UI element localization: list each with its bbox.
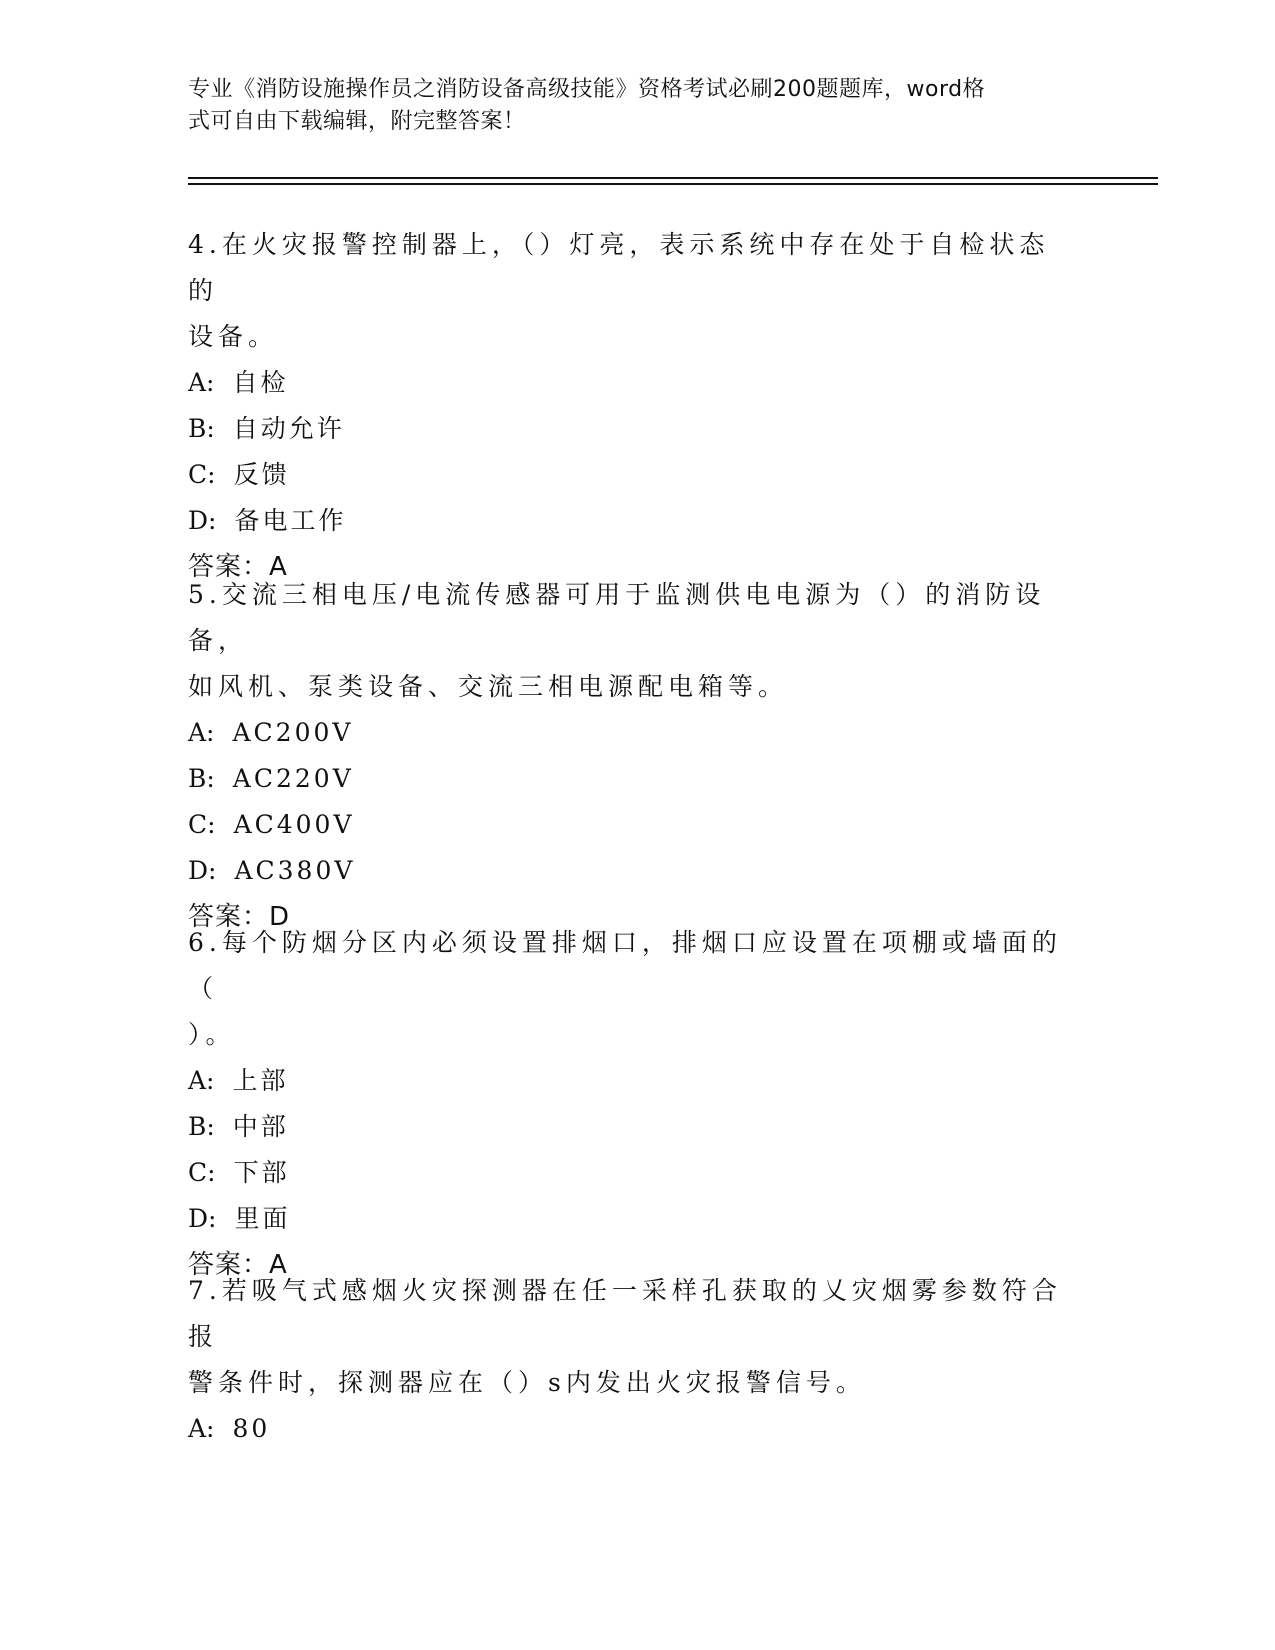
question-text-line: ）。 — [188, 1020, 236, 1049]
option-d — [188, 1196, 1068, 1242]
option-text: 反馈 — [233, 460, 290, 489]
option-d — [188, 498, 1068, 544]
option-letter: C: — [188, 810, 216, 839]
option-text: 中部 — [232, 1112, 289, 1141]
option-b — [188, 406, 1068, 452]
question-6 — [188, 920, 1068, 1288]
option-text: 自动允许 — [232, 414, 345, 443]
question-text-line: 7.若吸气式感烟火灾探测器在任一采样孔获取的乂灾烟雾参数符合报 — [188, 1276, 1062, 1351]
option-letter: A: — [188, 1414, 215, 1443]
option-d — [188, 848, 1068, 894]
option-text: AC380V — [234, 856, 356, 885]
option-b — [188, 756, 1068, 802]
question-text-line: 如风机、泵类设备、交流三相电源配电箱等。 — [188, 672, 789, 701]
option-letter: B: — [188, 414, 215, 443]
option-letter: A: — [188, 718, 215, 747]
option-c — [188, 802, 1068, 848]
answer-line: 答案：A — [188, 552, 288, 582]
header-line-1: 专业《消防设施操作员之消防设备高级技能》资格考试必刷200题题库，word格 — [188, 77, 986, 102]
option-text: 上部 — [232, 1066, 289, 1095]
option-letter: A: — [188, 368, 215, 397]
question-5 — [188, 572, 1068, 940]
option-text: 自检 — [232, 368, 289, 397]
option-text: 80 — [232, 1414, 271, 1443]
option-text: AC400V — [233, 810, 355, 839]
question-text-line: 警条件时，探测器应在（）s内发出火灾报警信号。 — [188, 1368, 866, 1397]
question-text-line: 4.在火灾报警控制器上，（）灯亮，表示系统中存在处于自检状态的 — [188, 230, 1050, 305]
option-text: 备电工作 — [234, 506, 347, 535]
header-line-2: 式可自由下载编辑，附完整答案！ — [188, 109, 526, 134]
option-text: 下部 — [233, 1158, 290, 1187]
option-a — [188, 1406, 1068, 1452]
option-c — [188, 1150, 1068, 1196]
option-a — [188, 1058, 1068, 1104]
option-letter: B: — [188, 764, 215, 793]
option-letter: C: — [188, 1158, 216, 1187]
option-letter: D: — [188, 856, 217, 885]
option-c — [188, 452, 1068, 498]
option-letter: B: — [188, 1112, 215, 1141]
option-a — [188, 710, 1068, 756]
option-letter: D: — [188, 1204, 217, 1233]
option-b — [188, 1104, 1068, 1150]
question-7 — [188, 1268, 1068, 1452]
header-divider-top — [188, 177, 1158, 179]
question-text-line: 5.交流三相电压/电流传感器可用于监测供电电源为（）的消防设备， — [188, 580, 1046, 655]
option-text: AC200V — [232, 718, 354, 747]
question-text-line: 6.每个防烟分区内必须设置排烟口，排烟口应设置在项棚或墙面的（ — [188, 928, 1062, 1003]
question-4 — [188, 222, 1068, 590]
option-letter: C: — [188, 460, 216, 489]
option-letter: D: — [188, 506, 217, 535]
header-divider-bottom — [188, 183, 1158, 185]
option-letter: A: — [188, 1066, 215, 1095]
answer-line: 答案：A — [188, 1250, 288, 1280]
option-a — [188, 360, 1068, 406]
option-text: AC220V — [232, 764, 354, 793]
document-header — [188, 74, 1068, 138]
question-text-line: 设备。 — [188, 322, 279, 351]
option-text: 里面 — [234, 1204, 291, 1233]
answer-line: 答案：D — [188, 902, 291, 932]
